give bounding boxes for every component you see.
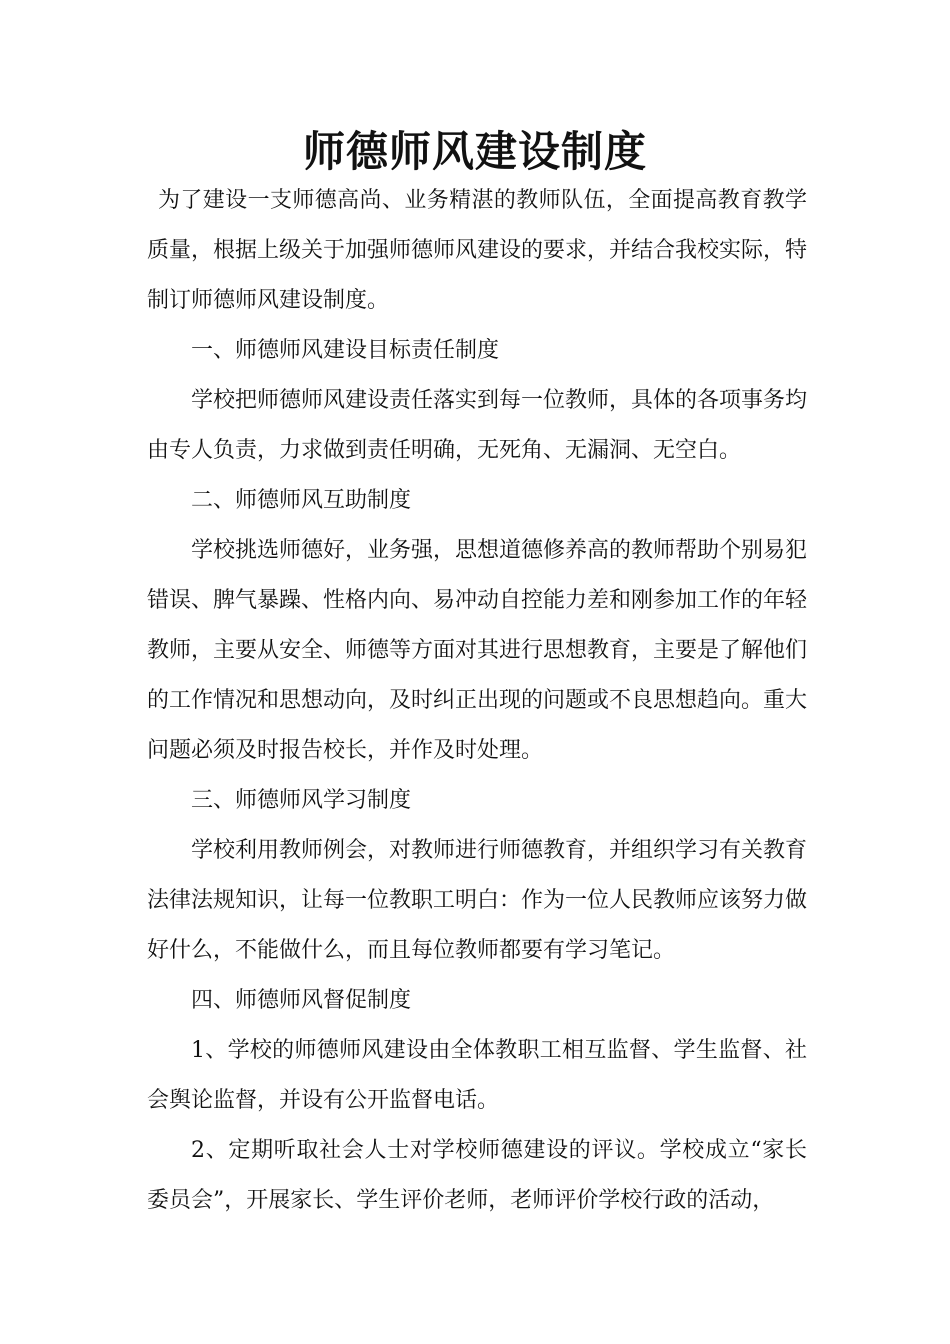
section-heading: 三、师德师风学习制度	[191, 788, 412, 813]
section-paragraph: 学校利用教师例会，对教师进行师德教育，并组织学习有关教育法律法规知识，让每一位教职工明白：作为一位人民教师应该努力做好什么，不能做什么，而且每位教师都要有学习笔记。	[147, 838, 808, 963]
intro-paragraph: 为了建设一支师德高尚、业务精湛的教师队伍，全面提高教育教学质量，根据上级关于加强师德师风建设的要求，并结合我校实际，特制订师德师风建设制度。	[147, 188, 808, 313]
section-paragraph: 1、学校的师德师风建设由全体教职工相互监督、学生监督、社会舆论监督，并设有公开监督电话。	[147, 1038, 807, 1113]
section-heading: 四、师德师风督促制度	[191, 988, 412, 1013]
section-paragraph: 学校挑选师德好，业务强，思想道德修养高的教师帮助个别易犯错误、脾气暴躁、性格内向、易冲动自控能力差和刚参加工作的年轻教师，主要从安全、师德等方面对其进行思想教育，主要是了解他们的工作情况和思想动向，及时纠正出现的问题或不良思想趋向。重大问题必须及时报告校长，并作及时处理。	[147, 538, 808, 763]
document-title: 师德师风建设制度	[302, 127, 647, 176]
section-paragraph: 学校把师德师风建设责任落实到每一位教师，具体的各项事务均由专人负责，力求做到责任明确，无死角、无漏洞、无空白。	[147, 388, 808, 463]
section-heading: 一、师德师风建设目标责任制度	[191, 338, 500, 363]
section-paragraph: 2、定期听取社会人士对学校师德建设的评议。学校成立“家长委员会”，开展家长、学生评价老师，老师评价学校行政的活动，	[147, 1138, 807, 1213]
document-body	[147, 176, 807, 1226]
section-heading: 二、师德师风互助制度	[191, 488, 412, 513]
